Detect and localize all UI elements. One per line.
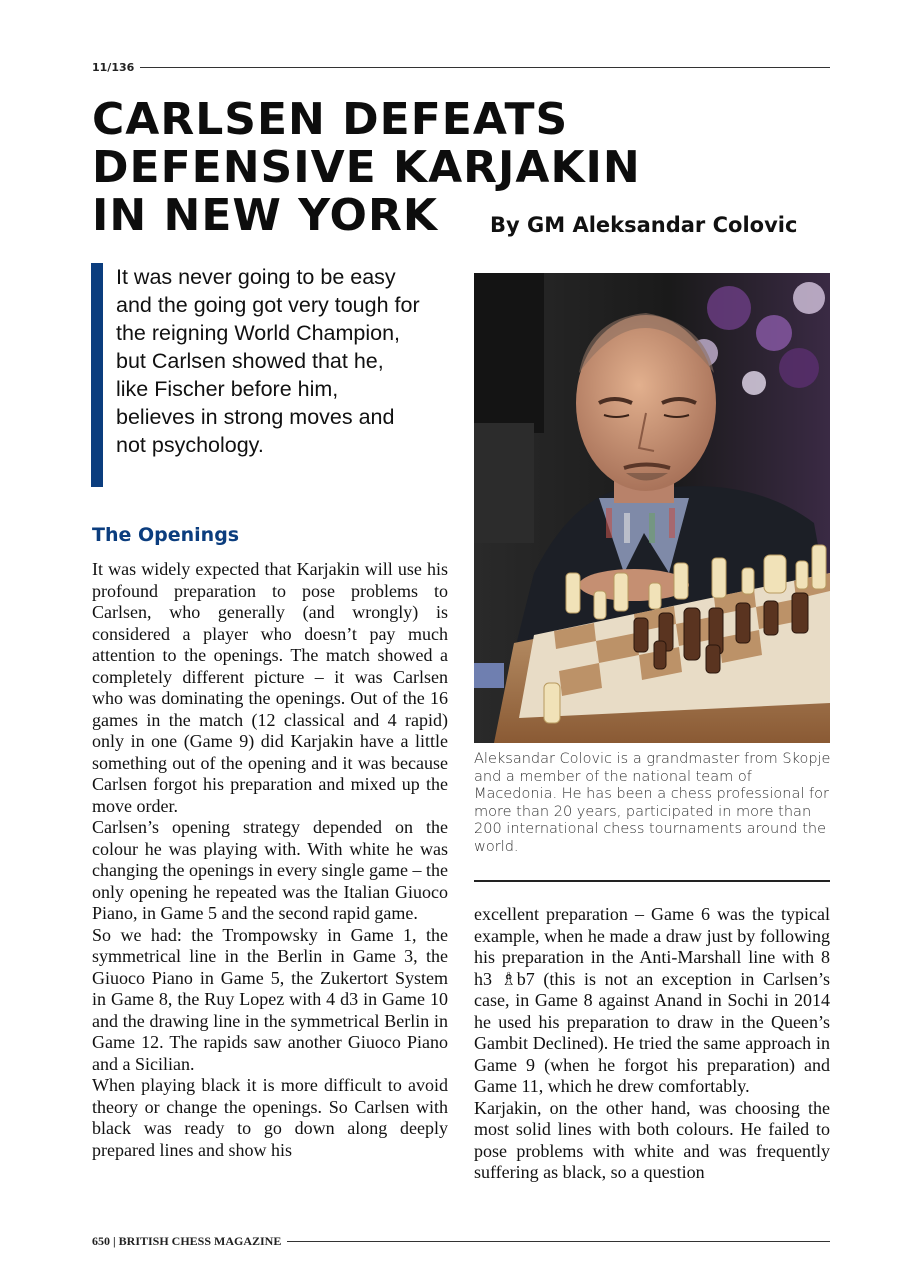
headline-line-2: DEFENSIVE KARJAKIN [92,142,641,193]
header-rule [140,67,830,68]
photo-caption: Aleksandar Colovic is a grandmaster from Skopje and a member of the national team of Macedonia. He has been a chess professional for more than 20 years, participated in more than 200 international chess tournaments around the world. [474,751,831,855]
footer-rule [287,1241,830,1242]
pull-quote [91,263,421,487]
author-photo-illustration [474,273,830,743]
paragraph: So we had: the Trompowsky in Game 1, the symmetrical line in the Berlin in Game 3, the Giuoco Piano in Game 5, the Zukertort System in Game 8, the Ruy Lopez with 4 d3 in Game 10 and the drawing line in the symmetrical Berlin in Game 12. The rapids saw another Giuoco Piano and a Sicilian. [92,924,448,1074]
section-heading: The Openings [92,524,240,546]
paragraph: excellent preparation – Game 6 was the typical example, when he made a draw just by following his preparation in the Anti-Marshall line with 8 h3 ♗b7 (this is not an exception in Carlsen’s case, in Game 8 against Anand in Sochi in 2014 he used his preparation to draw in the Queen’s Gambit Declined). He tried the same approach in Game 9 (when he forgot his preparation) and Game 11, which he drew comfortably. [474,904,830,1096]
footer-text: 650 | BRITISH CHESS MAGAZINE [92,1233,282,1248]
paragraph: Karjakin, on the other hand, was choosing the most solid lines with both colours. He failed to pose problems with white and was frequently suffering as black, so a question [474,1097,830,1182]
caption-divider [474,880,830,882]
byline: By GM Aleksandar Colovic [490,213,798,237]
paragraph: It was widely expected that Karjakin will use his profound preparation to pose problems to Carlsen, who generally (and wrongly) is considered a player who doesn’t pay much attention to the openings. The match showed a completely different picture – it was Carlsen who was dominating the openings. Out of the 16 games in the match (12 classical and 4 rapid) only in one (Game 9) did Karjakin have a little something out of the opening and it was because Carlsen forgot his preparation and mixed up the move order. [92,559,448,816]
body-column-left [92,559,448,1161]
page-indicator: 11/136 [92,60,135,74]
paragraph: When playing black it is more difficult to avoid theory or change the openings. So Carlsen with black was ready to go down along deeply prepared lines and show his [92,1075,448,1160]
author-photo [474,273,830,743]
page-header [92,58,830,76]
page-footer [92,1233,830,1249]
pull-quote-text: It was never going to be easy and the going got very tough for the reigning World Champion, but Carlsen showed that he, like Fischer before him, believes in strong moves and not psychology. [116,265,420,457]
paragraph: Carlsen’s opening strategy depended on the colour he was playing with. With white he was changing the openings in every single game – the only opening he repeated was the Italian Giuoco Piano, in Game 5 and the second rapid game. [92,817,448,923]
body-column-right [474,904,830,1184]
headline-line-3: IN NEW YORK [92,190,438,241]
headline-line-1: CARLSEN DEFEATS [92,94,569,145]
